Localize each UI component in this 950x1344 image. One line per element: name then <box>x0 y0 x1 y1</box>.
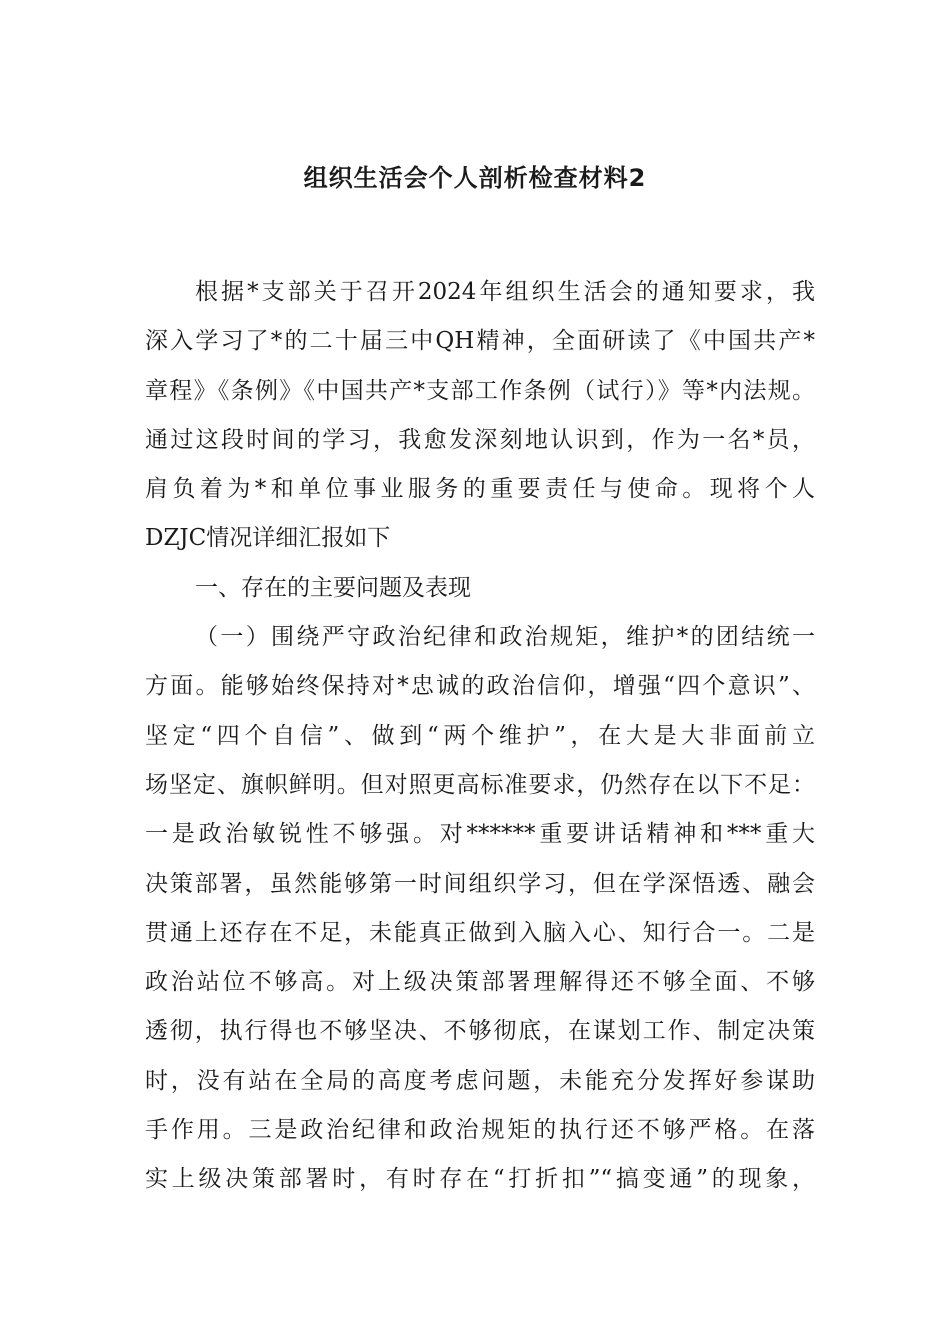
paragraph-line: 肩负着为*和单位事业服务的重要责任与使命。现将个人 <box>145 476 815 503</box>
paragraph-line: DZJC情况详细汇报如下 <box>145 525 391 552</box>
paragraph-line: 方面。能够始终保持对*忠诚的政治信仰，增强“四个意识”、 <box>145 673 815 700</box>
paragraph-line: 章程》《条例》《中国共产*支部工作条例（试行）》等*内法规。 <box>145 377 815 404</box>
paragraph-line: 决策部署，虽然能够第一时间组织学习，但在学深悟透、融会 <box>145 870 815 897</box>
paragraph-line: 一是政治敏锐性不够强。对******重要讲话精神和***重大 <box>145 821 815 848</box>
document-body <box>145 268 815 1205</box>
document-title: 组织生活会个人剖析检查材料2 <box>303 164 647 192</box>
section-heading: 一、存在的主要问题及表现 <box>195 574 471 601</box>
paragraph-line: 时，没有站在全局的高度考虑问题，未能充分发挥好参谋助 <box>145 1067 815 1094</box>
paragraph-line: （一）围绕严守政治纪律和政治规矩，维护*的团结统一 <box>195 624 815 651</box>
paragraph-line: 根据*支部关于召开2024年组织生活会的通知要求，我 <box>195 279 815 305</box>
paragraph-line: 贯通上还存在不足，未能真正做到入脑入心、知行合一。二是 <box>145 919 815 946</box>
paragraph-line: 通过这段时间的学习，我愈发深刻地认识到，作为一名*员， <box>145 426 815 453</box>
paragraph-line: 政治站位不够高。对上级决策部署理解得还不够全面、不够 <box>145 969 815 996</box>
paragraph-line: 实上级决策部署时，有时存在“打折扣”“搞变通”的现象， <box>145 1166 815 1193</box>
paragraph-line: 深入学习了*的二十届三中QH精神，全面研读了《中国共产* <box>145 328 815 355</box>
paragraph-line: 手作用。三是政治纪律和政治规矩的执行还不够严格。在落 <box>145 1117 815 1144</box>
paragraph-line: 透彻，执行得也不够坚决、不够彻底，在谋划工作、制定决策 <box>145 1018 815 1045</box>
paragraph-line: 场坚定、旗帜鲜明。但对照更高标准要求，仍然存在以下不足： <box>145 771 815 798</box>
paragraph-line: 坚定“四个自信”、做到“两个维护”，在大是大非面前立 <box>145 722 815 749</box>
